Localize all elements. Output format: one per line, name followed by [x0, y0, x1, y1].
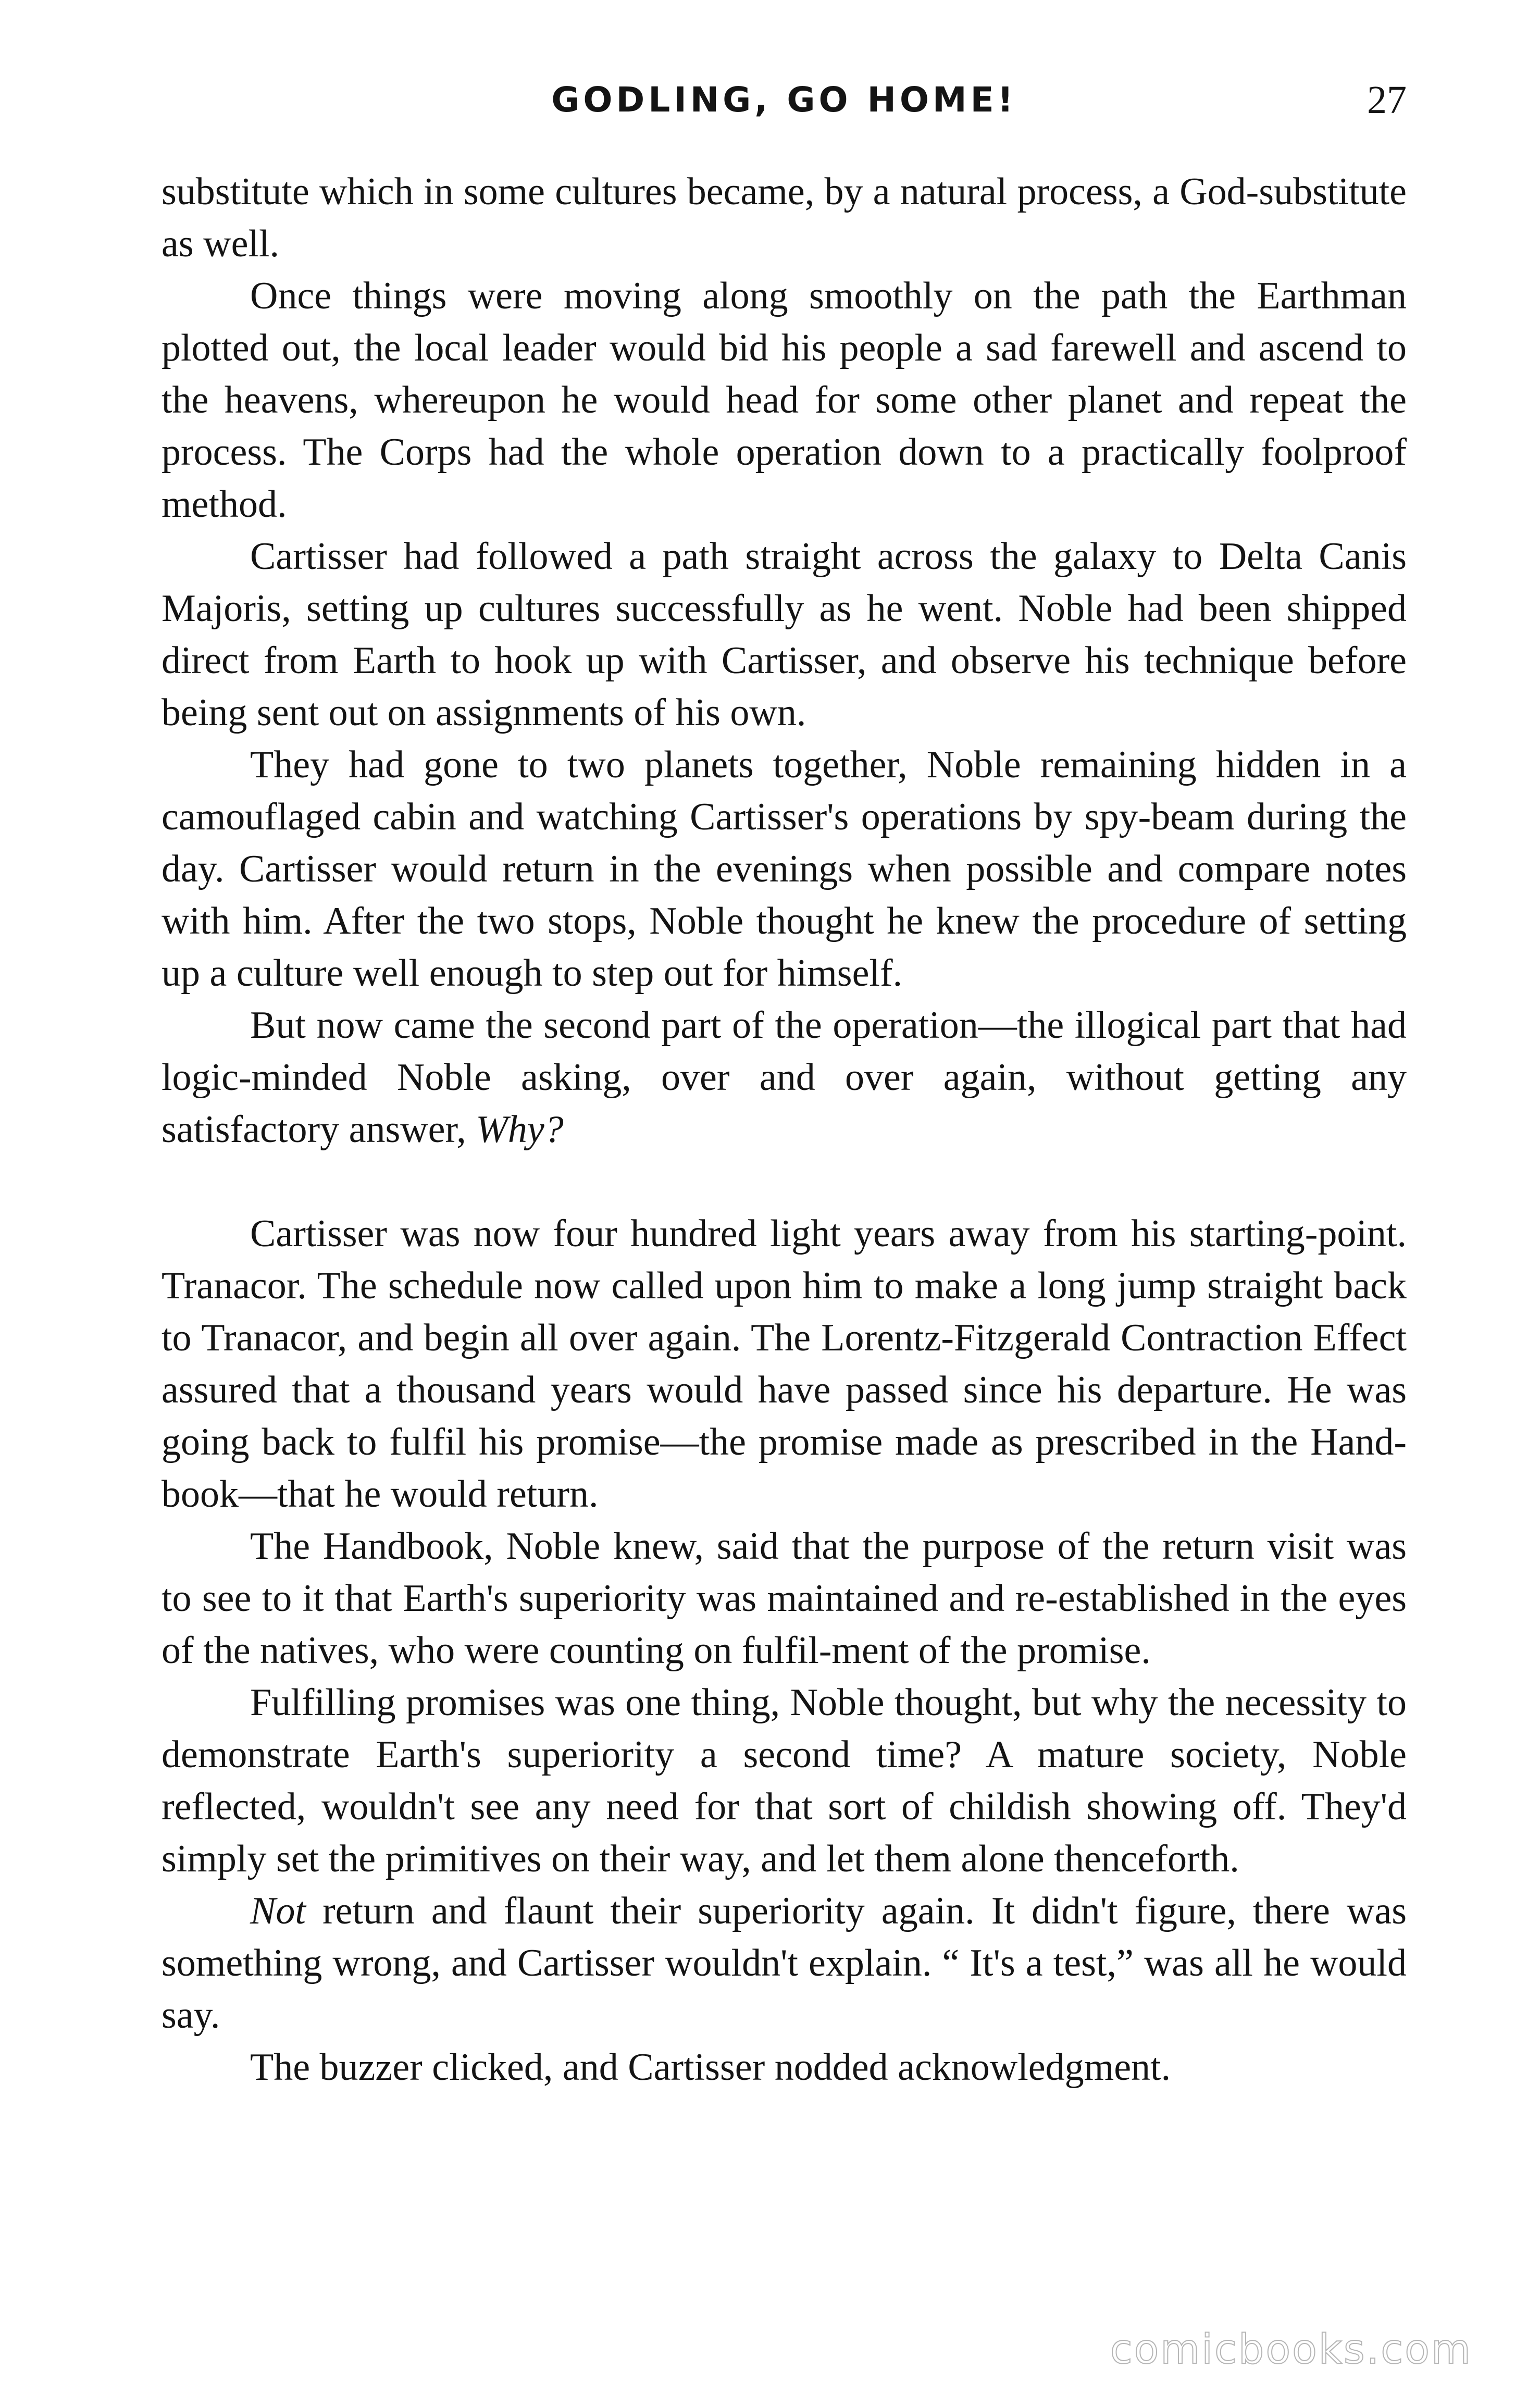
paragraph-10: [162, 2041, 1407, 2093]
paragraph-5-emphasis: Why?: [476, 1108, 564, 1151]
paragraph-7: [162, 1520, 1407, 1677]
paragraph-3: [162, 530, 1407, 739]
paragraph-8-text: Fulfilling promises was one thing, Noble thought, but why the necessity to demonstrate Earth's superiority a second time? A mature society, Noble reflected, wouldn't see any need for that sort of childish showing off. They'd simply set the primitives on their way, and let them alone thenceforth.: [162, 1681, 1407, 1880]
paragraph-8: [162, 1677, 1407, 1885]
paragraph-5-text: But now came the second part of the operation—the illogical part that had logic-minded Noble asking, over and over again, without getting any satisfactory answer,: [162, 1004, 1407, 1151]
paragraph-7-text: The Handbook, Noble knew, said that the purpose of the return visit was to see to it that Earth's superiority was maintained and re-established in the eyes of the natives, who were counting on fulfil-ment of the promise.: [162, 1525, 1407, 1672]
paragraph-9-text: return and flaunt their superiority again. It didn't figure, there was something wrong, and Cartisser wouldn't explain. “ It's a test,” was all he would say.: [162, 1890, 1407, 2037]
paragraph-9-emphasis: Not: [250, 1890, 306, 1932]
paragraph-10-text: The buzzer clicked, and Cartisser nodded acknowledgment.: [250, 2046, 1171, 2089]
paragraph-1-text: substitute which in some cultures became, by a natural process, a God-substitute as well.: [162, 170, 1407, 265]
paragraph-9: [162, 1885, 1407, 2041]
running-head: [162, 74, 1407, 126]
paragraph-1: [162, 166, 1407, 270]
paragraph-4-text: They had gone to two planets together, Noble remaining hidden in a camouflaged cabin and watching Cartisser's operations by spy-beam during the day. Cartisser would return in the evenings when possible and compare notes with him. After the two stops, Noble thought he knew the procedure of setting up a culture well enough to step out for himself.: [162, 743, 1407, 995]
paragraph-6: [162, 1208, 1407, 1520]
paragraph-2: [162, 270, 1407, 530]
paragraph-5: [162, 999, 1407, 1156]
page-number: 27: [1367, 78, 1407, 122]
body-text: [162, 166, 1407, 2093]
paragraph-6-text: Cartisser was now four hundred light years away from his starting-point. Tranacor. The schedule now called upon him to make a long jump straight back to Tranacor, and begin all over again. The Lorentz-Fitzgerald Contraction Effect assured that a thousand years would have passed since his departure. He was going back to fulfil his promise—the promise made as prescribed in the Hand-book—that he would return.: [162, 1212, 1407, 1516]
paragraph-4: [162, 739, 1407, 999]
watermark: comicbooks.com: [1110, 2326, 1472, 2373]
paragraph-2-text: Once things were moving along smoothly on the path the Earthman plotted out, the local leader would bid his people a sad farewell and ascend to the heavens, whereupon he would head for some other planet and repeat the process. The Corps had the whole operation down to a practically foolproof method.: [162, 275, 1407, 526]
paragraph-3-text: Cartisser had followed a path straight across the galaxy to Delta Canis Majoris, setting up cultures successfully as he went. Noble had been shipped direct from Earth to hook up with Cartisser, and observe his technique before being sent out on assignments of his own.: [162, 535, 1407, 734]
running-title: GODLING, GO HOME!: [551, 80, 1017, 120]
